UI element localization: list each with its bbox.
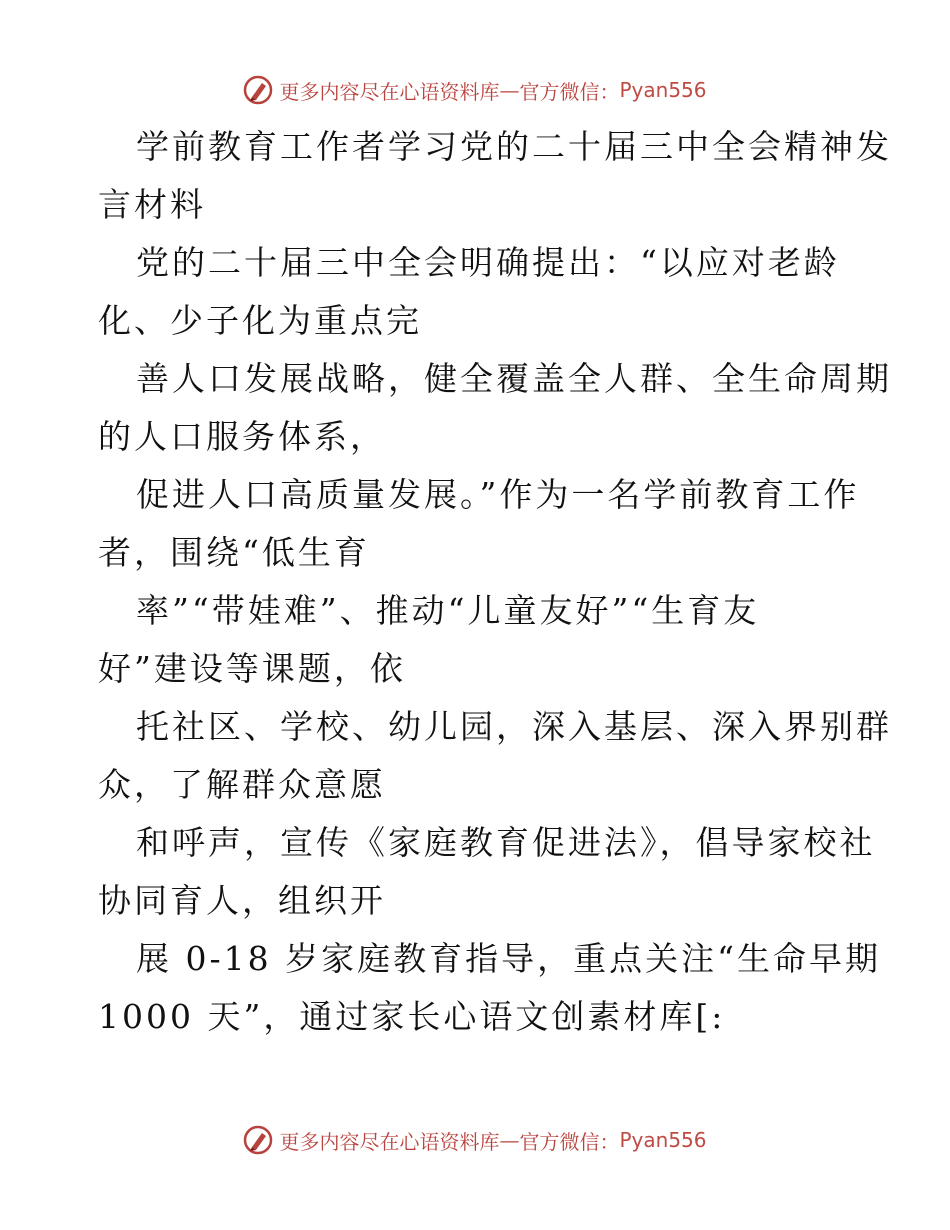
watermark-site-text: 更多内容尽在心语资料库: [279, 79, 500, 104]
paragraph: [98, 234, 858, 350]
paragraph-first-line: 和呼声，宣传《家庭教育促进法》，倡导家校社: [136, 823, 876, 862]
paragraph-continuation: 言材料: [98, 185, 206, 224]
paragraph-continuation: 协同育人，组织开: [98, 881, 386, 920]
paragraph-continuation: 的人口服务体系，: [98, 417, 386, 456]
paragraph-first-line: 率”“带娃难”、推动“儿童友好”“生育友: [136, 591, 760, 630]
watermark-dash: —: [499, 1128, 520, 1152]
paragraph: [98, 118, 892, 234]
paragraph: [98, 350, 892, 466]
paragraph: [98, 582, 858, 698]
document-body: [98, 118, 892, 1046]
watermark-account-id: Pyan556: [619, 78, 707, 102]
paragraph: [98, 466, 858, 582]
paragraph-continuation: 化、少子化为重点完: [98, 301, 422, 340]
paragraph-continuation: 好”建设等课题，依: [98, 649, 406, 688]
watermark-account-label: 官方微信：: [519, 1129, 620, 1154]
paragraph-first-line: 学前教育工作者学习党的二十届三中全会精神发: [136, 127, 892, 166]
header-watermark: [0, 70, 950, 110]
paragraph-first-line: 托社区、学校、幼儿园，深入基层、深入界别群: [136, 707, 892, 746]
paragraph-first-line: 展 0-18 岁家庭教育指导，重点关注“生命早期: [136, 939, 881, 978]
paragraph-continuation: 1000 天”，通过家长心语文创素材库[:: [98, 997, 726, 1036]
watermark-dash: —: [499, 78, 520, 102]
pen-logo-icon: [243, 1125, 273, 1155]
paragraph: [98, 814, 876, 930]
paragraph: [98, 930, 881, 1046]
footer-watermark: [0, 1120, 950, 1160]
paragraph-first-line: 善人口发展战略，健全覆盖全人群、全生命周期: [136, 359, 892, 398]
watermark-account-id: Pyan556: [619, 1128, 707, 1152]
paragraph-first-line: 促进人口高质量发展。”作为一名学前教育工作: [136, 475, 860, 514]
paragraph: [98, 698, 892, 814]
paragraph-first-line: 党的二十届三中全会明确提出：“以应对老龄: [136, 243, 840, 282]
watermark-site-text: 更多内容尽在心语资料库: [279, 1129, 500, 1154]
paragraph-continuation: 者，围绕“低生育: [98, 533, 370, 572]
paragraph-continuation: 众，了解群众意愿: [98, 765, 386, 804]
watermark-account-label: 官方微信：: [519, 79, 620, 104]
pen-logo-icon: [243, 75, 273, 105]
